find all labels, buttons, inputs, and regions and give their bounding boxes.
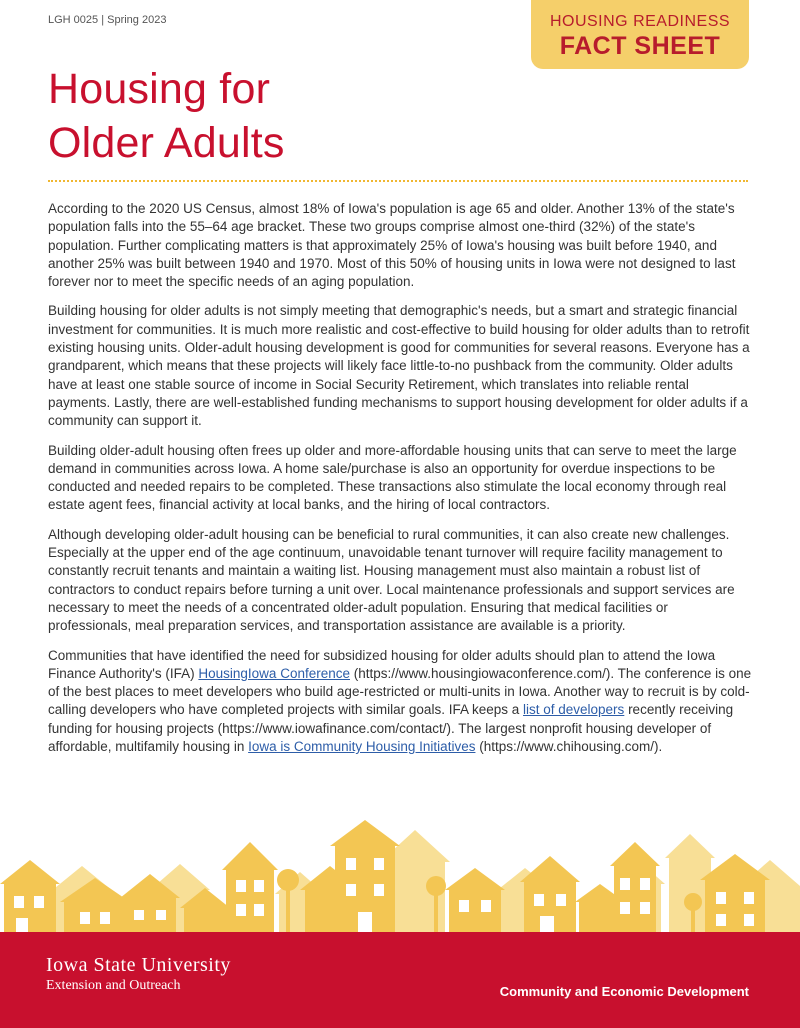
recruit-text-1: Communities that have identified the need for subsidized housing for older adults should plan to attend the Iowa Finance Authority's (IFA) bbox=[48, 647, 716, 681]
paragraph-investment: Building housing for older adults is not simply meeting that demographic's needs, but a smart and strategic financial investment for communities. It is much more realistic and cost-effective to build housing for older adults than to retrofit existing housing units. Older-adult housing development is good for communities for several reasons. Everyone has a grandparent, which means that these projects will likely face little-to-no pushback from the community. Older adults have at least one stable source of income in Social Security Retirement, which translates into reliable rental payments. Lastly, there are well-established funding mechanisms to support housing development for older adults if a community can support it. bbox=[48, 303, 750, 429]
footer-band bbox=[0, 932, 800, 1028]
paragraph-challenges: Although developing older-adult housing can be beneficial to rural communities, it can also create new challenges. Especially at the upper end of the age continuum, unavoidable tenant turnover will require facility management to constantly recruit tenants and maintain a waiting list. Housing management must also maintain a robust list of contractors to conduct repairs before turning a unit over. Local maintenance professionals and support services are necessary to meet the needs of a concentrated older-adult population. Ensuring that medical facilities or professionals, meal preparation services, and transportation assistance are available is a priority. bbox=[48, 526, 735, 634]
paragraph-frees-housing: Building older-adult housing often frees up older and more-affordable housing units that can serve to meet the large demand in communities across Iowa. A home sale/purchase is also an opportunity for overdue inspections to be conducted and needed repairs to be completed. These transactions also stimulate the local economy through real estate agent fees, financial activity at local banks, and the hiring of local contractors. bbox=[48, 442, 737, 513]
title-line-1: Housing for bbox=[48, 65, 271, 113]
body-text bbox=[48, 200, 753, 767]
isu-wordmark: Iowa State University bbox=[46, 954, 231, 976]
recruit-text-4: (https://www.chihousing.com/). bbox=[475, 739, 663, 755]
list-of-developers-link[interactable]: list of developers bbox=[523, 702, 625, 718]
tab-label-top: HOUSING READINESS bbox=[549, 13, 731, 30]
recruit-text-2: (https://www.housingiowaconference.com/). The conference is one of the best places to meet developers who build age-restricted or multi-units in Iowa. Another way to recruit is by cold-calling developers who have completed projects with similar goals. IFA keeps a bbox=[48, 665, 752, 718]
dotted-divider bbox=[48, 180, 748, 182]
paragraph-recruit bbox=[48, 647, 753, 757]
houses-illustration bbox=[0, 820, 800, 938]
recruit-text-3: recently receiving funding for housing projects (https://www.iowafinance.com/contact/). The largest nonprofit housing developer of affordable, multifamily housing in bbox=[48, 702, 734, 755]
page-code: LGH 0025 | Spring 2023 bbox=[48, 14, 167, 26]
foreground-houses bbox=[0, 820, 770, 938]
isu-extension-label: Extension and Outreach bbox=[46, 978, 181, 993]
paragraph-census: According to the 2020 US Census, almost 18% of Iowa's population is age 65 and older. Another 13% of the state's population falls into the 55–64 age bracket. These two groups comprise almost one-third (32%) of the state's population. Further complicating matters is that approximately 25% of Iowa's housing was built before 1940, and another 25% was built between 1940 and 1970. Most of this 50% of housing units in Iowa were not designed to last forever nor to meet the specific needs of an aging population. bbox=[48, 201, 736, 290]
page-title bbox=[48, 62, 285, 170]
title-line-2: Older Adults bbox=[48, 119, 285, 167]
housingiowa-conference-link[interactable]: HousingIowa Conference bbox=[198, 665, 350, 681]
tab-label-bottom: FACT SHEET bbox=[559, 32, 721, 60]
community-housing-initiatives-link[interactable]: Iowa is Community Housing Initiatives bbox=[248, 739, 476, 755]
fact-sheet-tab bbox=[531, 0, 749, 69]
department-label: Community and Economic Development bbox=[499, 984, 749, 999]
